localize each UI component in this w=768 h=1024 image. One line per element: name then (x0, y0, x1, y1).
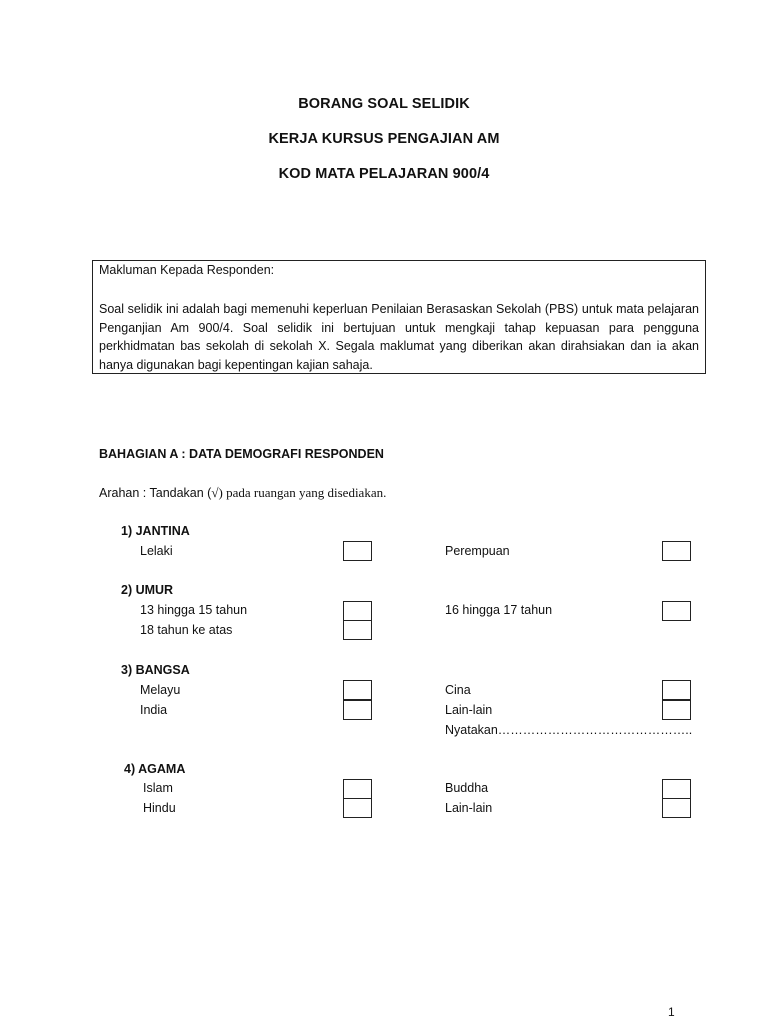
question-religion: 4) AGAMA (124, 762, 186, 776)
option-indian-label: India (140, 703, 168, 717)
option-age-13-15-label: 13 hingga 15 tahun (140, 603, 248, 617)
section-a-title: BAHAGIAN A : DATA DEMOGRAFI RESPONDEN (99, 447, 384, 461)
checkbox-hinduism[interactable] (343, 798, 372, 818)
checkbox-indian[interactable] (343, 700, 372, 720)
checkbox-male[interactable] (343, 541, 372, 561)
checkbox-islam[interactable] (343, 779, 372, 799)
option-race-other-label: Lain-lain (445, 703, 493, 717)
instruction-suffix: ) pada ruangan yang disediakan. (218, 485, 387, 500)
checkbox-age-13-15[interactable] (343, 601, 372, 621)
subject-code: KOD MATA PELAJARAN 900/4 (278, 166, 490, 182)
option-female-label: Perempuan (445, 544, 510, 558)
course-title: KERJA KURSUS PENGAJIAN AM (268, 131, 500, 147)
option-buddhism-label: Buddha (445, 781, 489, 795)
option-age-16-17-label: 16 hingga 17 tahun (445, 603, 553, 617)
tick-mark: √ (211, 485, 219, 500)
checkbox-religion-other[interactable] (662, 798, 691, 818)
option-religion-other-label: Lain-lain (445, 801, 493, 815)
option-age-18-plus-label: 18 tahun ke atas (140, 623, 233, 637)
instruction (99, 485, 386, 501)
notice-body: Soal selidik ini adalah bagi memenuhi keperluan Penilaian Berasaskan Sekolah (PBS) untuk mata pelajaran Penganjian Am 900/4. Soal selidik ini bertujuan untuk mengkaji tahap kepuasan para pengguna perkhidmatan bas sekolah di sekolah X. Segala maklumat yang diberikan akan dirahsiakan dan ia akan hanya digunakan bagi kepentingan kajian sahaja. (99, 302, 699, 372)
checkbox-female[interactable] (662, 541, 691, 561)
question-race: 3) BANGSA (121, 663, 190, 677)
respondent-notice-box (92, 260, 706, 374)
question-age: 2) UMUR (121, 583, 174, 597)
page-number: 1 (668, 1005, 675, 1019)
option-hinduism-label: Hindu (143, 801, 176, 815)
checkbox-age-16-17[interactable] (662, 601, 691, 621)
checkbox-age-18-plus[interactable] (343, 620, 372, 640)
option-malay-label: Melayu (140, 683, 181, 697)
option-chinese-label: Cina (445, 683, 471, 697)
notice-heading: Makluman Kepada Responden: (99, 263, 275, 277)
checkbox-chinese[interactable] (662, 680, 691, 700)
option-male-label: Lelaki (140, 544, 173, 558)
question-gender: 1) JANTINA (121, 524, 190, 538)
checkbox-race-other[interactable] (662, 700, 691, 720)
form-title: BORANG SOAL SELIDIK (298, 96, 470, 112)
checkbox-buddhism[interactable] (662, 779, 691, 799)
option-islam-label: Islam (143, 781, 173, 795)
checkbox-malay[interactable] (343, 680, 372, 700)
race-specify-field[interactable]: Nyatakan……………………………………….. (445, 723, 693, 737)
instruction-prefix: Arahan : Tandakan ( (99, 486, 212, 500)
